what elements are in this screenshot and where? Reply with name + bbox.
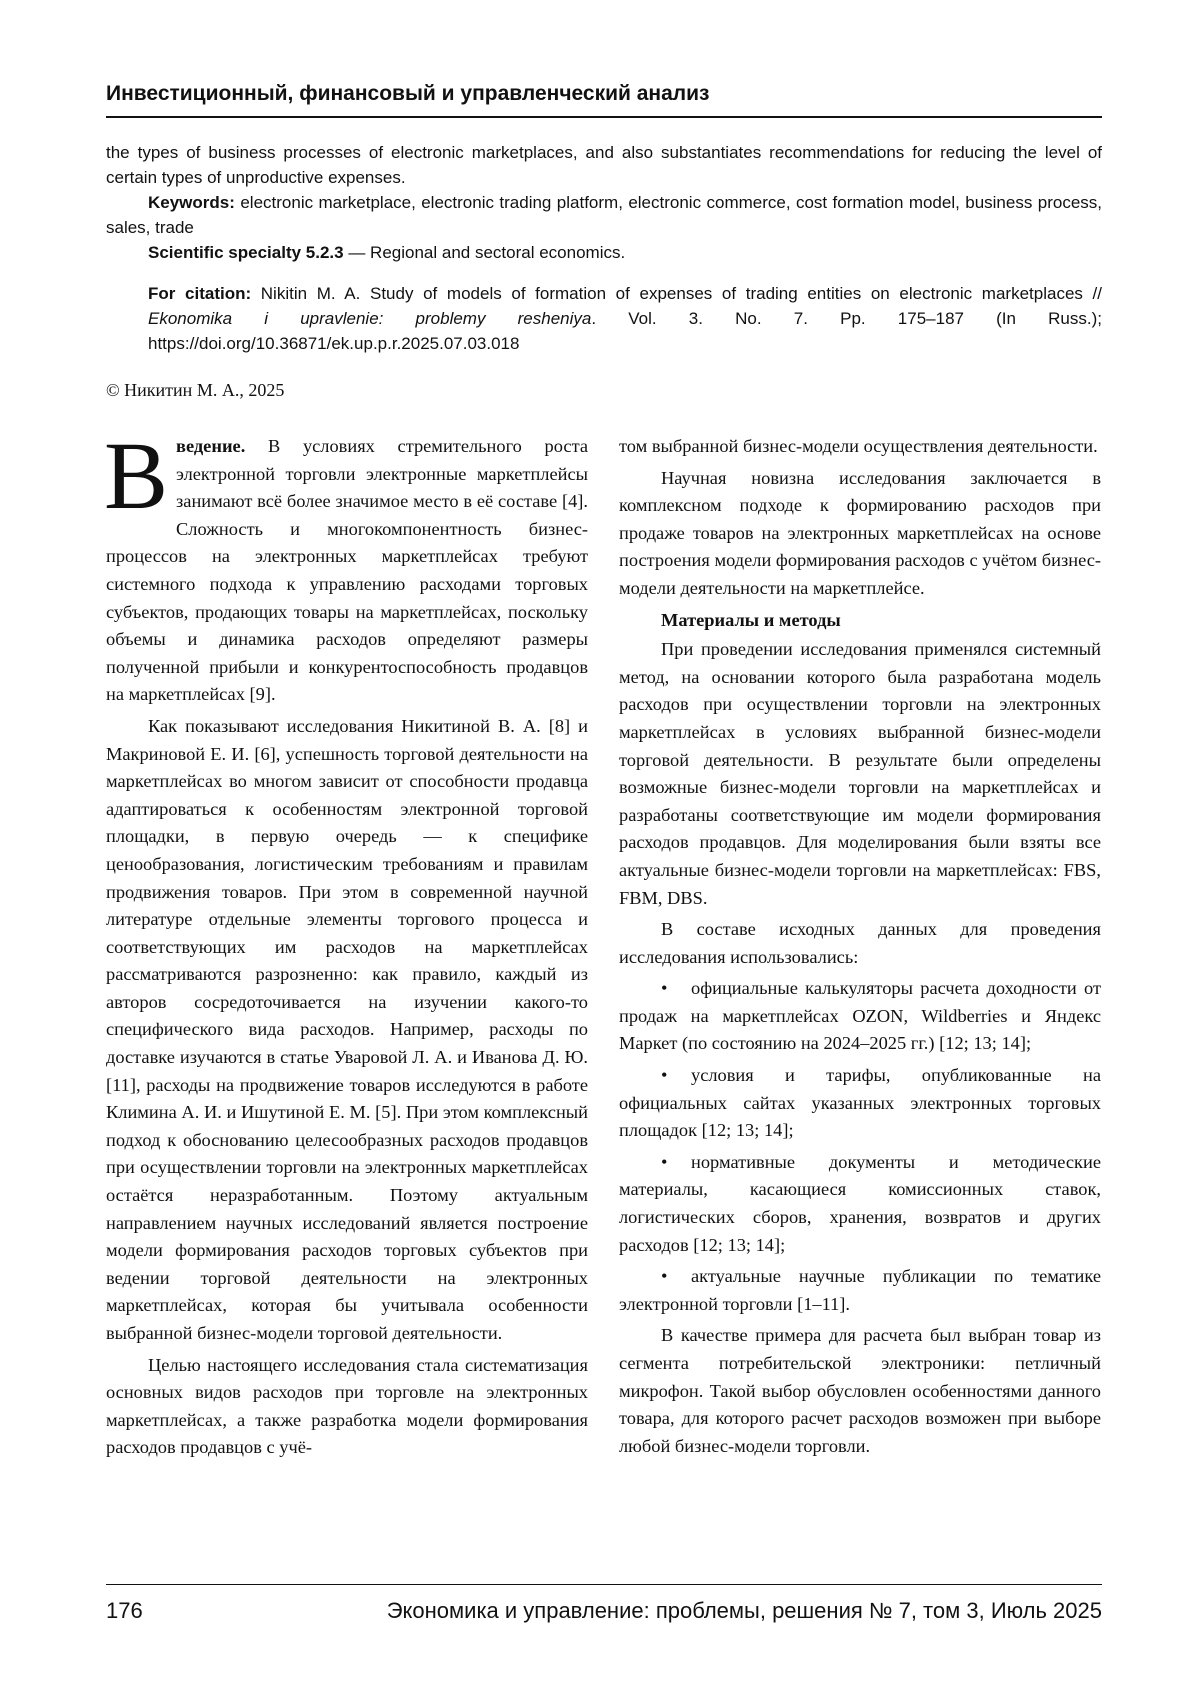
paragraph-5: При проведении исследования применялся системный метод, на основании которого была разработана модель расходов при осуществлении торговли на электронных маркетплейсах в условиях выбранной бизнес-модели торговой деятельности. В результате были определены возможные бизнес-модели торговли на маркетплейсах и разработаны соответствующие им модели формирования расходов продавцов. Для моделирования были взяты все актуальные бизнес-модели торговли на маркетплейсах: FBS, FBM, DBS.: [619, 639, 1101, 908]
list-item: [619, 1263, 1101, 1318]
specialty-label: Scientific specialty 5.2.3: [148, 243, 344, 262]
citation-journal: Ekonomika i upravlenie: problemy resheniya: [148, 309, 592, 328]
paragraph-7: В качестве примера для расчета был выбран товар из сегмента потребительской электроники: петличный микрофон. Такой выбор обусловлен особенностями данного товара, для которого расчет расходов возможен при выборе любой бизнес-модели торговли.: [619, 1325, 1101, 1456]
keywords-text: electronic marketplace, electronic trading platform, electronic commerce, cost formation model, business process, sales, trade: [106, 193, 1102, 237]
citation-text-1: Nikitin M. A. Study of models of formation of expenses of trading entities on electronic marketplaces //: [260, 284, 1102, 303]
bullet-mark: •: [661, 978, 668, 999]
intro-bold: ведение.: [176, 436, 246, 456]
paragraph-2: Как показывают исследования Никитиной В. А. [8] и Макриновой Е. И. [6], успешность торговой деятельности на маркетплейсах во многом зависит от способности продавца адаптироваться к особенностям электронной торговой площадки, в первую очередь — к специфике ценообразования, логистическим требованиям и правилам продвижения товаров. При этом в современной научной литературе отдельные элементы торгового процесса и соответствующих им расходов на маркетплейсах рассматриваются разрозненно: как правило, каждый из авторов сосредоточивается на изучении какого-то специфического вида расходов. Например, расходы по доставке изучаются в статье Уваровой Л. А. и Иванова Д. Ю. [11], расходы на продвижение товаров исследуются в работе Климина А. И. и Ишутиной Е. М. [5]. При этом комплексный подход к обоснованию целесообразных расходов продавцов при осуществлении торговли на электронных маркетплейсах остаётся неразработанным. Поэтому актуальным направлением научных исследований является построение модели формирования расходов торговых субъектов при ведении торговой деятельности на электронных маркетплейсах, которая бы учитывала особенности выбранной бизнес-модели торговой деятельности.: [106, 715, 588, 1343]
page-number: 176: [106, 1598, 143, 1623]
intro-text: В условиях стремительного роста электронной торговли электронные маркетплейсы занимают всё более значимое место в её составе [4]. Сложность и многокомпонентность бизнес-процессов на электронных маркетплейсах требуют системного подхода к управлению расходами торговых субъектов, продающих товары на маркетплейсах, поскольку объемы и динамика расходов определяют размеры полученной прибыли и конкурентоспособность продавцов на маркетплейсах [9].: [106, 436, 588, 705]
list-item: [619, 1062, 1101, 1145]
bullet-mark: •: [661, 1065, 668, 1086]
list-item-text: официальные калькуляторы расчета доходности от продаж на маркетплейсах OZON, Wildberries и Яндекс Маркет (по состоянию на 2024–2025 гг.) [12; 13; 14];: [619, 978, 1101, 1054]
section-heading: Материалы и методы: [661, 609, 841, 630]
scientific-specialty: [106, 240, 1102, 265]
paragraph-6: В составе исходных данных для проведения исследования использовались:: [619, 919, 1101, 967]
journal-footer: Экономика и управление: проблемы, решения № 7, том 3, Июль 2025: [386, 1598, 1102, 1623]
citation-text-2: . Vol. 3. No. 7. Pp. 175–187 (In Russ.); https://doi.org/10.36871/ek.up.p.r.2025.07.03.018: [148, 309, 1102, 353]
intro-paragraph: [104, 422, 588, 709]
drop-cap: В: [104, 422, 169, 529]
list-item: [619, 975, 1101, 1058]
list-item-text: актуальные научные публикации по тематике электронной торговли [1–11].: [619, 1266, 1101, 1314]
footer-rule: [106, 1584, 1102, 1585]
citation-label: For citation:: [148, 284, 252, 303]
left-column: [104, 422, 588, 1466]
citation: [106, 281, 1102, 356]
running-title: Инвестиционный, финансовый и управленческий анализ: [106, 82, 1102, 118]
keywords: [106, 190, 1102, 240]
list-item-text: условия и тарифы, опубликованные на официальных сайтах указанных электронных торговых площадок [12; 13; 14];: [619, 1065, 1101, 1141]
abstract-block: [106, 140, 1102, 356]
right-column: [619, 433, 1101, 1464]
list-item-text: нормативные документы и методические материалы, касающиеся комиссионных ставок, логистических сборов, хранения, возвратов и других расходов [12; 13; 14];: [619, 1151, 1101, 1255]
bullet-mark: •: [661, 1266, 668, 1287]
list-item: [619, 1149, 1101, 1259]
paragraph-4: Научная новизна исследования заключается в комплексном подходе к формированию расходов при продаже товаров на электронных маркетплейсах на основе построения модели формирования расходов с учётом бизнес-модели деятельности на маркетплейсе.: [619, 467, 1101, 598]
paragraph-3: Целью настоящего исследования стала систематизация основных видов расходов при торговле на электронных маркетплейсах, а также разработка модели формирования расходов продавцов с учё-: [106, 1354, 588, 1458]
specialty-text: — Regional and sectoral economics.: [343, 243, 626, 262]
keywords-label: Keywords:: [148, 193, 235, 212]
paragraph-3-continued: том выбранной бизнес-модели осуществления деятельности.: [619, 436, 1098, 456]
copyright-line: © Никитин М. А., 2025: [106, 380, 285, 400]
abstract-summary-end: the types of business processes of electronic marketplaces, and also substantiates recommendations for reducing the level of certain types of unproductive expenses.: [106, 143, 1102, 187]
bullet-mark: •: [661, 1151, 668, 1172]
